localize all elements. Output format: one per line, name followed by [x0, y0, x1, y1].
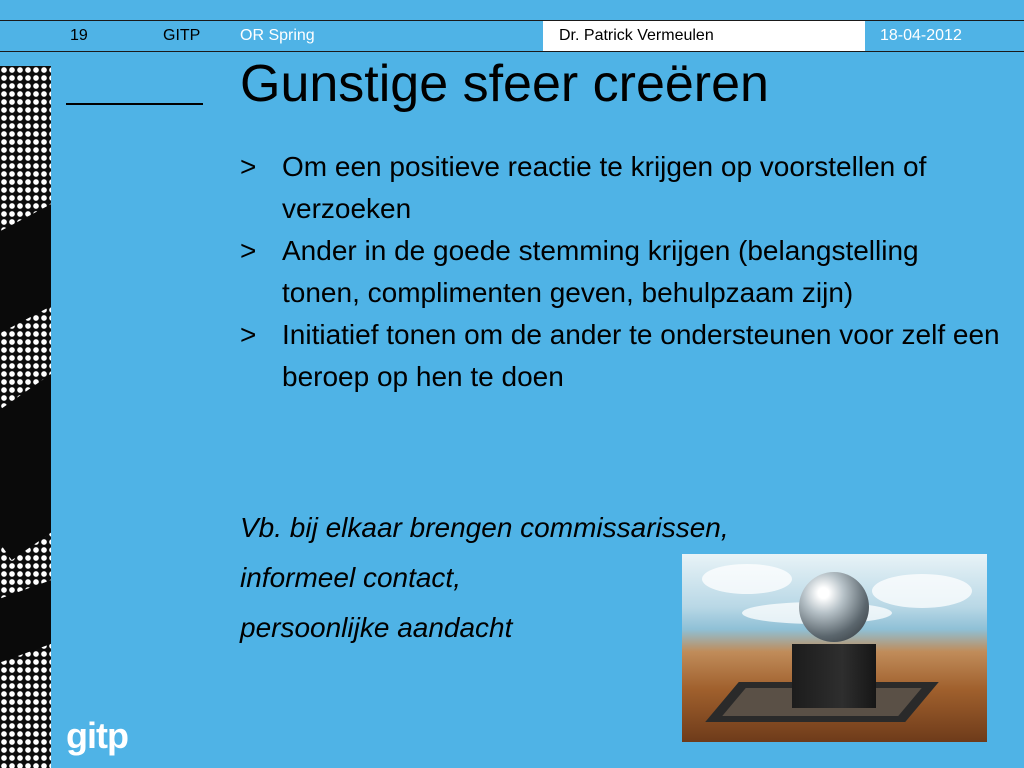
- bullet-item: [240, 230, 1000, 314]
- example-line: persoonlijke aandacht: [240, 612, 513, 643]
- slide-title: Gunstige sfeer creëren: [240, 55, 769, 113]
- bullet-marker: >: [240, 319, 257, 350]
- sphere-on-block-image: [682, 554, 987, 742]
- bullet-marker: >: [240, 151, 257, 182]
- topic-label: OR Spring: [240, 27, 315, 44]
- bullet-text: Ander in de goede stemming krijgen (belangstelling tonen, complimenten geven, behulpzaam zijn): [282, 235, 919, 308]
- presenter-name: Dr. Patrick Vermeulen: [543, 21, 865, 51]
- dark-block: [792, 644, 876, 708]
- bullet-marker: >: [240, 235, 257, 266]
- bullet-text: Om een positieve reactie te krijgen op voorstellen of verzoeken: [282, 151, 927, 224]
- gitp-logo: gitp: [66, 715, 128, 756]
- slide-number: 19: [70, 27, 88, 44]
- example-text: [240, 503, 729, 653]
- organization-label: GITP: [163, 27, 201, 44]
- metal-sphere: [799, 572, 869, 642]
- example-line: Vb. bij elkaar brengen commissarissen,: [240, 512, 729, 543]
- cloud: [872, 574, 972, 608]
- cloud: [702, 564, 792, 594]
- example-line: informeel contact,: [240, 562, 461, 593]
- bullet-item: [240, 314, 1000, 398]
- slide-date: 18-04-2012: [880, 27, 962, 44]
- title-rule: [66, 103, 203, 105]
- decorative-pattern-panel: [0, 66, 51, 768]
- bullet-list: [240, 146, 1000, 398]
- bullet-item: [240, 146, 1000, 230]
- slide-header: [0, 21, 1024, 52]
- bullet-text: Initiatief tonen om de ander te ondersteunen voor zelf een beroep op hen te doen: [282, 319, 1000, 392]
